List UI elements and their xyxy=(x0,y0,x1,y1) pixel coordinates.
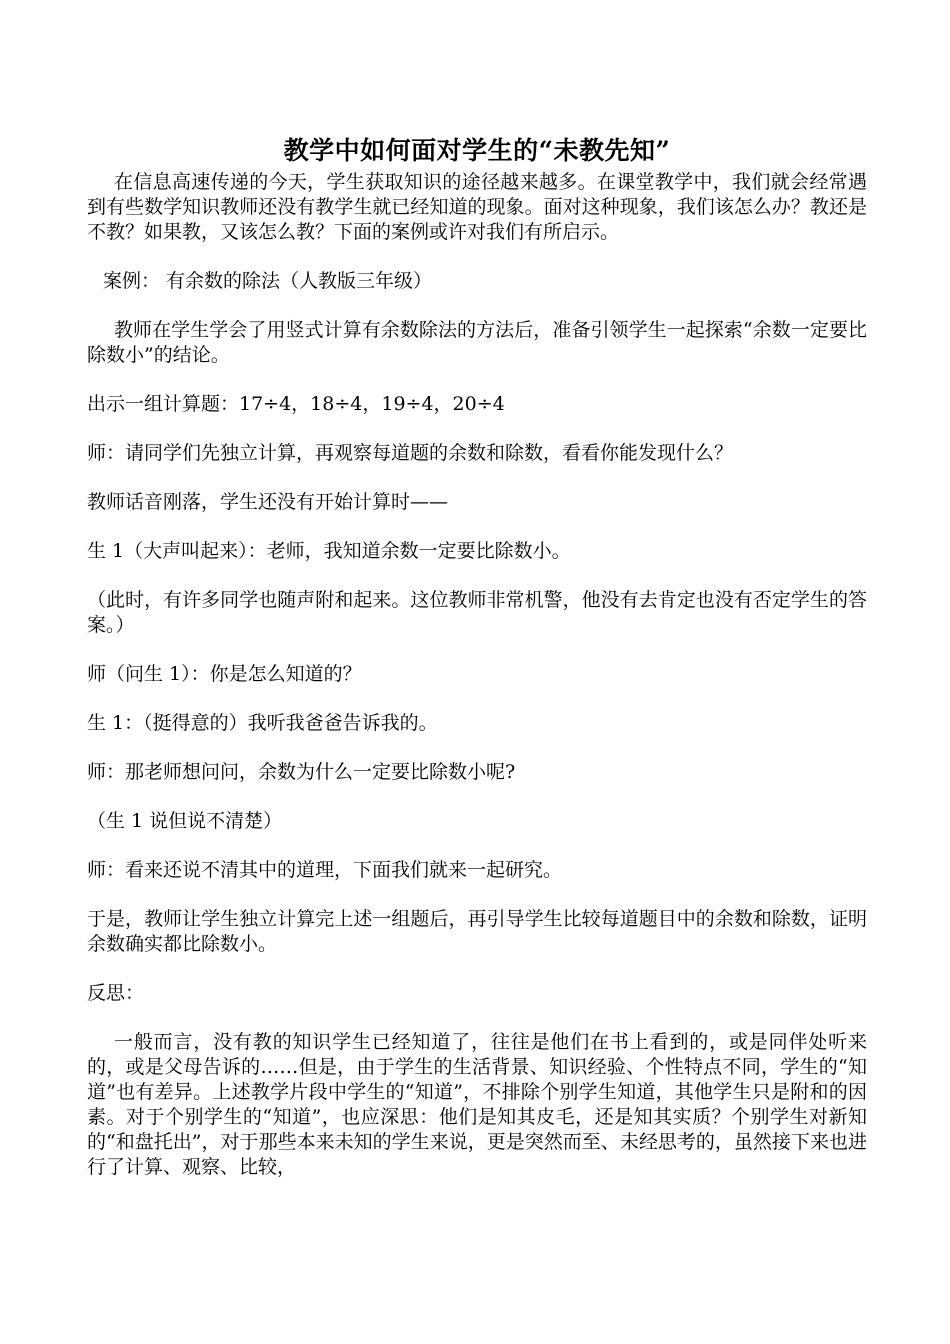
paragraph-teacher-followup: 师：那老师想问问，余数为什么一定要比除数小呢? xyxy=(87,761,516,783)
document-page xyxy=(87,132,867,1180)
paragraph-student-reply: 生 1：（挺得意的）我听我爸爸告诉我的。 xyxy=(87,712,438,734)
paragraph-intro: 在信息高速传递的今天，学生获取知识的途径越来越多。在课堂教学中，我们就会经常遇到有些数学知识教师还没有教学生就已经知道的现象。面对这种现象，我们该怎么办？教还是不教？如果教，又该怎么教？下面的案例或许对我们有所启示。 xyxy=(87,171,867,243)
paragraph-reflection-heading: 反思： xyxy=(87,982,145,1004)
paragraph-narration: 教师话音刚落，学生还没有开始计算时—— xyxy=(87,491,449,513)
spacer xyxy=(87,245,867,269)
paragraph-case-heading: 案例： 有余数的除法（人教版三年级） xyxy=(103,270,433,292)
spacer xyxy=(87,564,867,588)
spacer xyxy=(87,417,867,441)
spacer xyxy=(87,294,867,318)
spacer xyxy=(87,1006,867,1030)
spacer xyxy=(87,883,867,907)
document-title: 教学中如何面对学生的“未教先知” xyxy=(283,136,671,165)
paragraph-student-answer: 生 1（大声叫起来）：老师，我知道余数一定要比除数小。 xyxy=(87,540,571,562)
spacer xyxy=(87,368,867,392)
spacer xyxy=(87,687,867,711)
paragraph-student-unclear: （生 1 说但说不清楚） xyxy=(87,810,283,832)
paragraph-case-setup: 教师在学生学会了用竖式计算有余数除法的方法后，准备引领学生一起探索“余数一定要比除数小”的结论。 xyxy=(87,319,867,366)
paragraph-teacher-research: 师：看来还说不清其中的道理，下面我们就来一起研究。 xyxy=(87,859,563,881)
spacer xyxy=(87,785,867,809)
spacer xyxy=(87,736,867,760)
spacer xyxy=(87,515,867,539)
spacer xyxy=(87,834,867,858)
paragraph-teacher-question: 师（问生 1）：你是怎么知道的？ xyxy=(87,663,362,685)
spacer xyxy=(87,466,867,490)
paragraph-reflection: 一般而言，没有教的知识学生已经知道了，往往是他们在书上看到的，或是同伴处听来的，或是父母告诉的……但是，由于学生的生活背景、知识经验、个性特点不同，学生的“知道”也有差异。上述教学片段中学生的“知道”，不排除个别学生知道，其他学生只是附和的因素。对于个别学生的“知道”，也应深思：他们是知其皮毛，还是知其实质？个别学生对新知的“和盘托出”，对于那些本来未知的学生来说，更是突然而至、未经思考的，虽然接下来也进行了计算、观察、比较， xyxy=(87,1031,867,1178)
paragraph-teacher-prompt: 师：请同学们先独立计算，再观察每道题的余数和除数，看看你能发现什么？ xyxy=(87,442,734,464)
spacer xyxy=(87,638,867,662)
paragraph-class-reaction: （此时，有许多同学也随声附和起来。这位教师非常机警，他没有去肯定也没有否定学生的答案。） xyxy=(87,589,867,636)
spacer xyxy=(87,957,867,981)
paragraph-conclusion: 于是，教师让学生独立计算完上述一组题后，再引导学生比较每道题目中的余数和除数，证明余数确实都比除数小。 xyxy=(87,908,867,955)
paragraph-problems: 出示一组计算题：17÷4，18÷4，19÷4，20÷4 xyxy=(87,393,505,415)
